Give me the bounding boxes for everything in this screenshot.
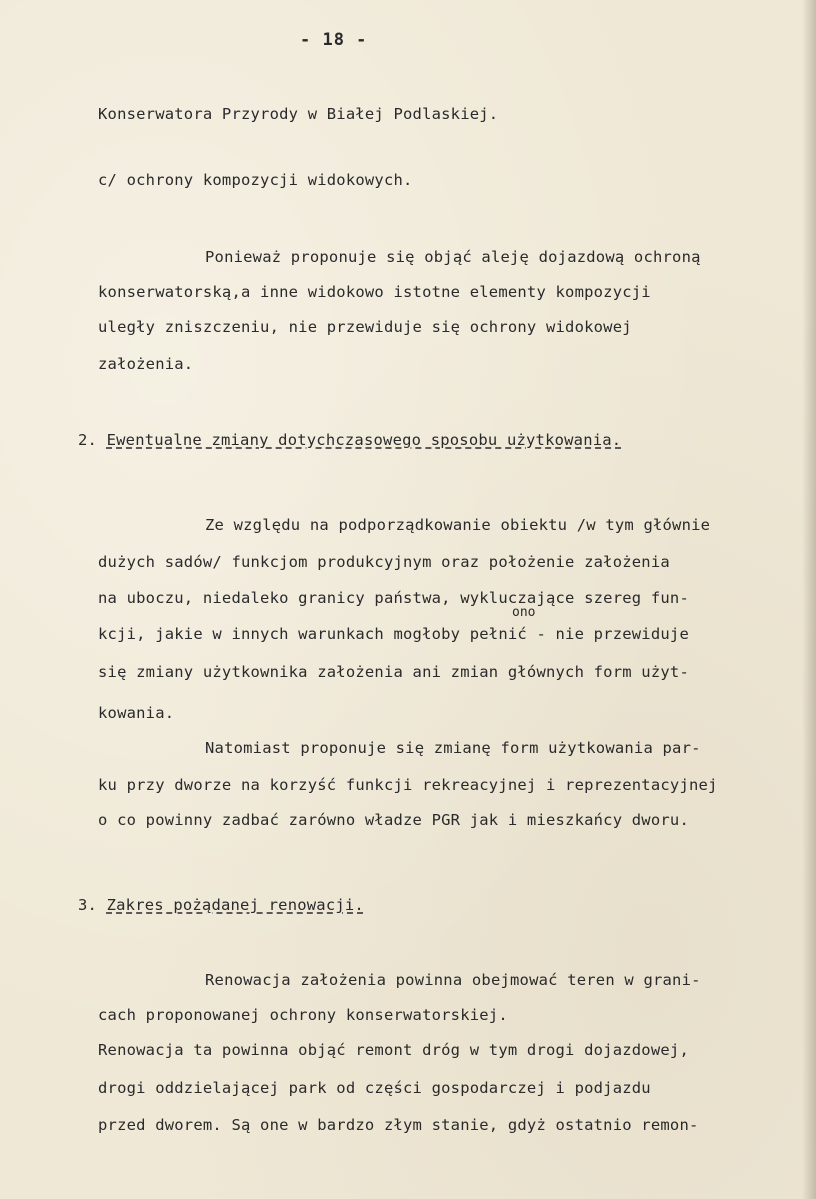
text-line: Renowacja założenia powinna obejmować teren w grani- [205, 971, 701, 989]
text-line: Renowacja ta powinna objąć remont dróg w tym drogi dojazdowej, [98, 1041, 689, 1059]
text-line: założenia. [98, 355, 194, 373]
text-line: kowania. [98, 704, 175, 722]
text-line: Konserwatora Przyrody w Białej Podlaskiej. [98, 105, 499, 123]
text-line: cach proponowanej ochrony konserwatorskiej. [98, 1006, 508, 1024]
section-number: 3. [78, 896, 107, 914]
section-number: 2. [78, 431, 107, 449]
text-line: drogi oddzielającej park od części gospodarczej i podjazdu [98, 1079, 651, 1097]
handwritten-insert: ono [512, 605, 536, 620]
text-line: ku przy dworze na korzyść funkcji rekreacyjnej i reprezentacyjnej [98, 776, 718, 794]
section-2-heading [78, 430, 621, 450]
text-line: Ponieważ proponuje się objąć aleję dojazdową ochroną [205, 248, 701, 266]
section-3-heading [78, 895, 364, 915]
section-title: Zakres pożądanej renowacji. [106, 896, 364, 914]
text-line: Natomiast proponuje się zmianę form użytkowania par- [205, 739, 701, 757]
text-line: konserwatorską,a inne widokowo istotne elementy kompozycji [98, 283, 651, 301]
text-line: kcji, jakie w innych warunkach mogłoby pełnić - nie przewiduje [98, 625, 689, 643]
text-line: dużych sadów/ funkcjom produkcyjnym oraz położenie założenia [98, 553, 670, 571]
text-line: przed dworem. Są one w bardzo złym stanie, gdyż ostatnio remon- [98, 1116, 699, 1134]
section-title: Ewentualne zmiany dotychczasowego sposobu użytkowania. [106, 431, 622, 449]
section-c-heading: c/ ochrony kompozycji widokowych. [98, 171, 413, 189]
text-line: uległy zniszczeniu, nie przewiduje się ochrony widokowej [98, 318, 632, 336]
text-line: Ze względu na podporządkowanie obiektu /w tym głównie [205, 516, 711, 534]
text-line: o co powinny zadbać zarówno władze PGR jak i mieszkańcy dworu. [98, 811, 689, 829]
page-edge-shadow [802, 0, 816, 1199]
text-line: się zmiany użytkownika założenia ani zmian głównych form użyt- [98, 663, 689, 681]
page-number: - 18 - [300, 30, 368, 50]
text-line: na uboczu, niedaleko granicy państwa, wykluczające szereg fun- [98, 589, 689, 607]
